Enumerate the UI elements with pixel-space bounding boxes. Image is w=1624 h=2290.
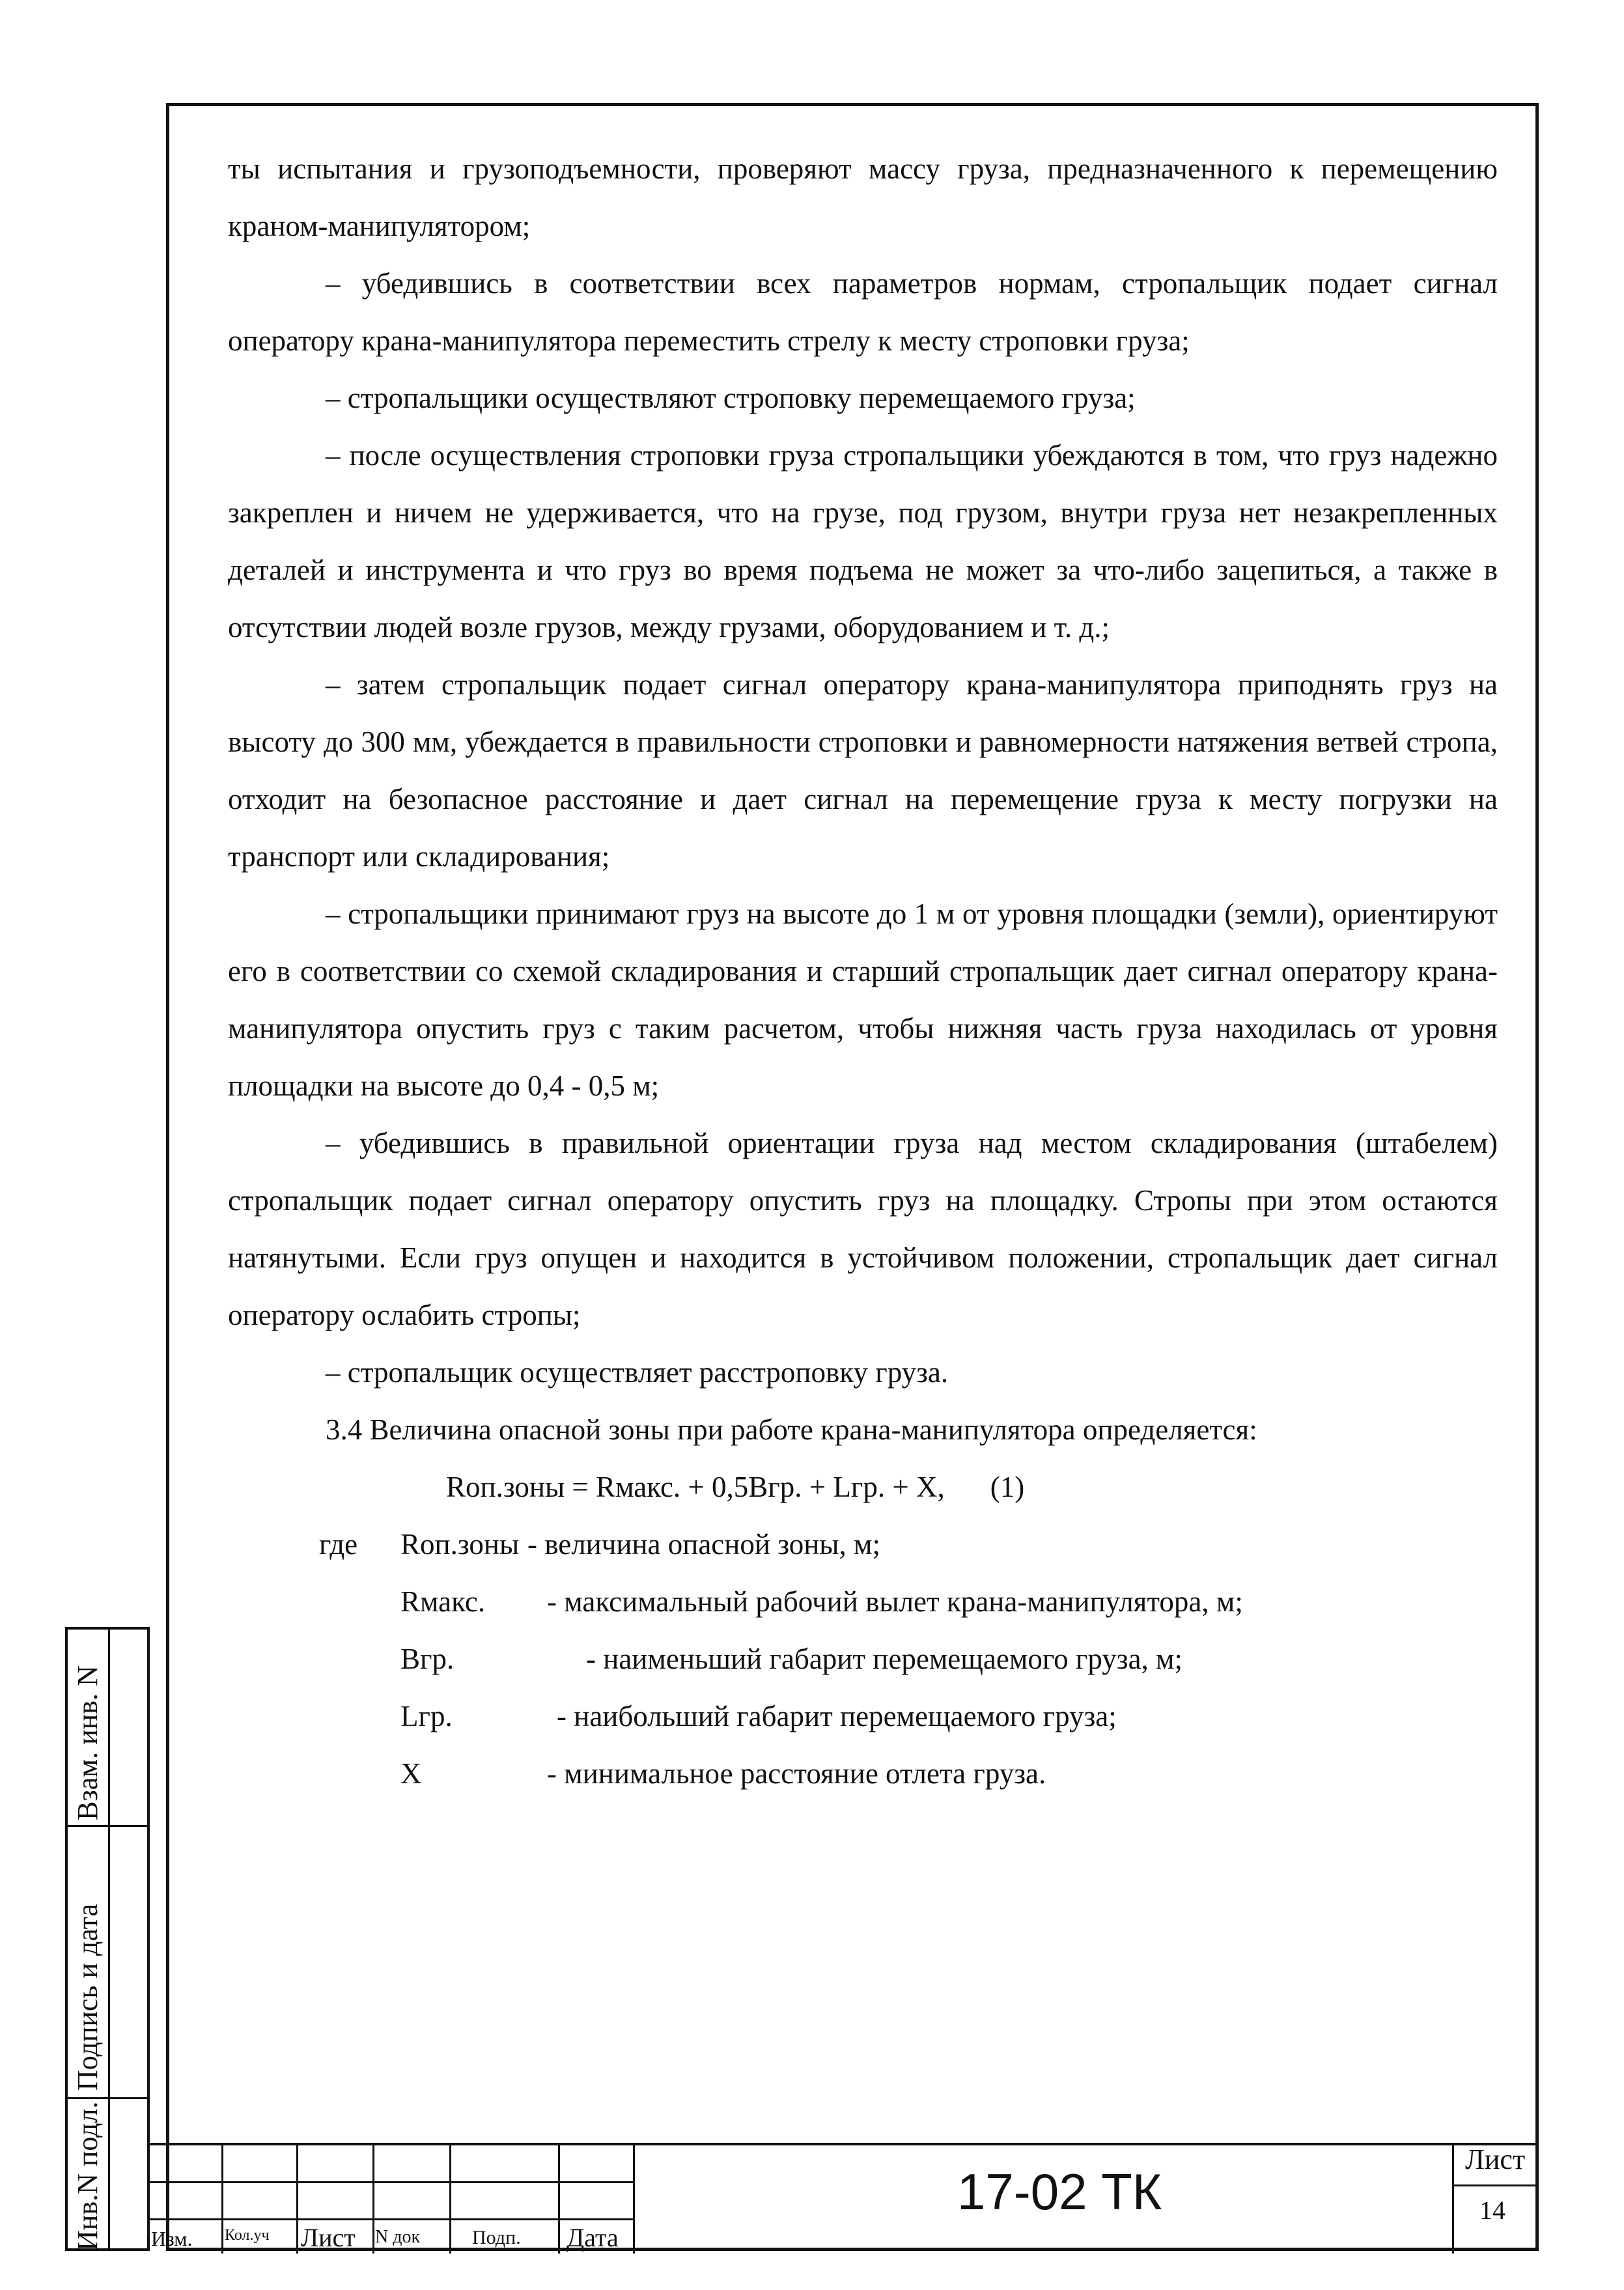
tb-divider — [150, 2218, 633, 2220]
sheet-number: 14 — [1479, 2196, 1505, 2225]
sheet-label: Лист — [1465, 2143, 1526, 2175]
legend-symbol: X — [400, 1757, 422, 1790]
tb-divider — [558, 2145, 560, 2254]
tb-divider — [372, 2145, 374, 2254]
where-label: где — [319, 1528, 358, 1561]
header-podp: Подп. — [472, 2227, 521, 2248]
legend-desc: - наименьший габарит перемещаемого груза, м; — [586, 1643, 1183, 1675]
legend-symbol: Rмакс. — [400, 1585, 486, 1618]
legend-desc: - величина опасной зоны, м; — [527, 1528, 880, 1561]
title-block — [150, 2143, 1539, 2254]
stamp-divider — [68, 2097, 147, 2099]
header-n-dok: N док — [375, 2227, 421, 2247]
legend-desc: - минимальное расстояние отлета груза. — [547, 1757, 1046, 1790]
paragraph: – стропальщики принимают груз на высоте до 1 м от уровня площадки (земли), ориентируют его в соответствии со схемой складирования и старший стропальщик дает сигнал оператору крана-манипулятора опустить груз с таким расчетом, чтобы нижняя часть груза находилась от уровня площадки на высоте до 0,4 - 0,5 м; — [228, 898, 1498, 1102]
formula — [228, 1458, 1498, 1516]
paragraph: – стропальщики осуществляют строповку перемещаемого груза; — [326, 382, 1136, 414]
stamp-podpis-data: Подпись и дата — [72, 1903, 104, 2091]
legend-desc: - максимальный рабочий вылет крана-манипулятора, м; — [547, 1585, 1243, 1618]
legend-desc: - наибольший габарит перемещаемого груза; — [557, 1700, 1117, 1732]
paragraph: – убедившись в правильной ориентации груза над местом складирования (штабелем) стропальщик подает сигнал оператору опустить груз на площадку. Стропы при этом остаются натянутыми. Если груз опущен и находится в устойчивом положении, стропальщик дает сигнал оператору ослабить стропы; — [228, 1127, 1498, 1331]
legend-symbol: Bгр. — [400, 1643, 455, 1675]
document-code: 17-02 ТК — [957, 2163, 1162, 2220]
paragraph: – убедившись в соответствии всех параметров нормам, стропальщик подает сигнал оператору крана-манипулятора переместить стрелу к месту строповки груза; — [228, 267, 1498, 357]
variable-legend — [228, 1516, 1498, 1802]
tb-divider — [150, 2181, 633, 2183]
stamp-vzam-inv: Взам. инв. N — [72, 1665, 104, 1820]
tb-divider — [449, 2145, 451, 2254]
tb-divider — [633, 2145, 635, 2254]
formula-text: Rоп.зоны = Rмакс. + 0,5Bгр. + Lгр. + X, — [446, 1471, 945, 1503]
tb-divider — [221, 2145, 223, 2254]
header-kol-uch: Кол.уч — [225, 2227, 270, 2244]
paragraph: – стропальщик осуществляет расстроповку груза. — [326, 1356, 949, 1389]
section-heading: 3.4 Величина опасной зоны при работе крана-манипулятора определяется: — [326, 1413, 1257, 1446]
header-data: Дата — [567, 2223, 619, 2252]
legend-symbol: Rоп.зоны — [400, 1528, 520, 1561]
legend-symbol: Lгр. — [400, 1700, 453, 1732]
header-izm: Изм. — [151, 2227, 193, 2250]
document-body — [228, 140, 1498, 1802]
header-list: Лист — [301, 2223, 356, 2252]
paragraph: ты испытания и грузоподъемности, проверяют массу груза, предназначенного к перемещению краном-манипулятором; — [228, 152, 1498, 242]
paragraph: – после осуществления строповки груза стропальщики убеждаются в том, что груз надежно закреплен и ничем не удерживается, что на грузе, под грузом, внутри груза нет незакрепленных деталей и инструмента и что груз во время подъема не может за что-либо зацепиться, а также в отсутствии людей возле грузов, между грузами, оборудованием и т. д.; — [228, 439, 1498, 643]
tb-divider — [1452, 2145, 1454, 2254]
formula-number: (1) — [990, 1471, 1025, 1503]
tb-divider — [1452, 2184, 1539, 2186]
stamp-divider — [108, 1630, 110, 2248]
paragraph: – затем стропальщик подает сигнал оператору крана-манипулятора приподнять груз на высоту до 300 мм, убеждается в правильности строповки и равномерности натяжения ветвей стропа, отходит на безопасное расстояние и дает сигнал на перемещение груза к месту погрузки на транспорт или складирования; — [228, 668, 1498, 873]
tb-divider — [296, 2145, 298, 2254]
stamp-inv-podl: Инв.N подл. — [72, 2101, 104, 2251]
stamp-divider — [68, 1825, 147, 1827]
